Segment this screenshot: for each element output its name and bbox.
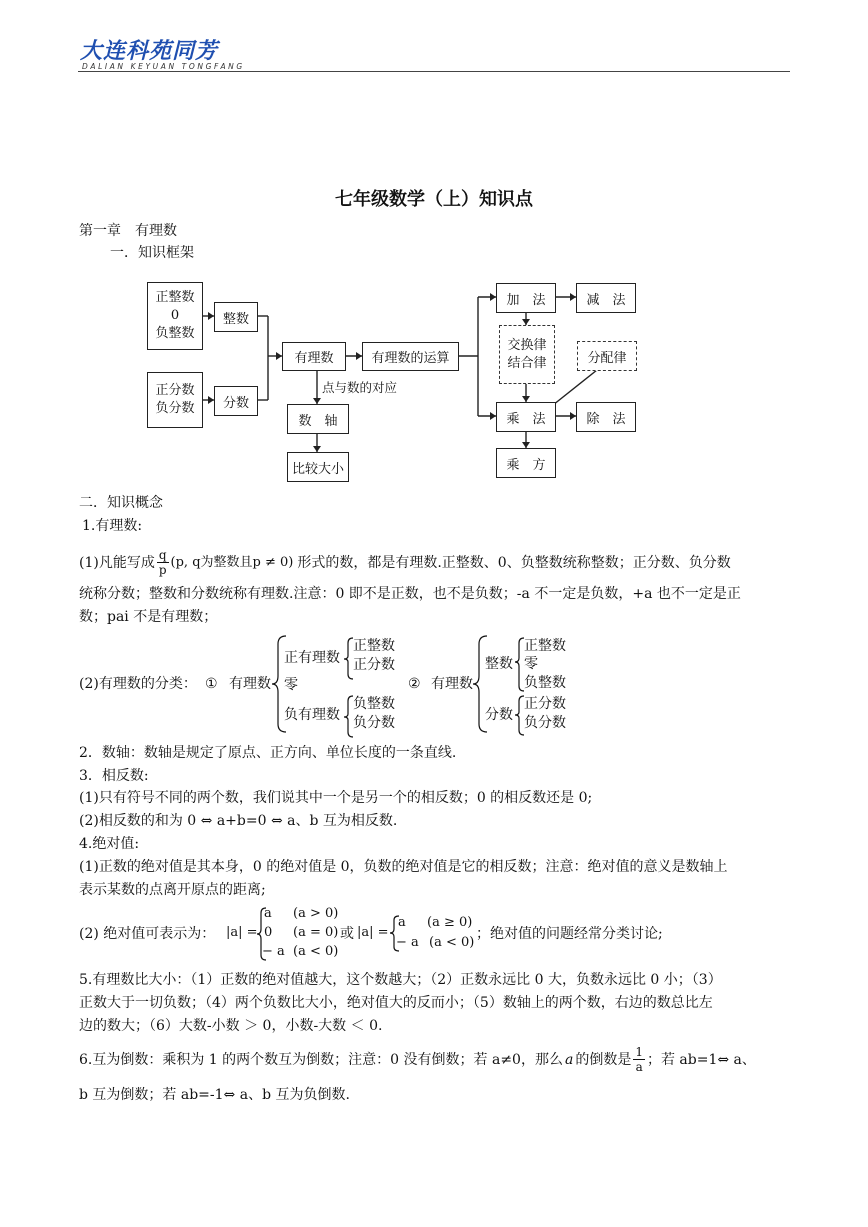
box-distributive: 分配律 xyxy=(577,341,637,371)
item1-p1-line3: 数；pai 不是有理数； xyxy=(79,609,218,625)
item1-p1-condition: (p, q为整数且p ≠ 0) xyxy=(170,554,294,570)
classification2-zero: 零 xyxy=(524,656,538,672)
item1-p1-line2: 统称分数；整数和分数统称有理数.注意：0 即不是正数，也不是负数；-a 不一定是负数，+a 也不一定是正 xyxy=(79,586,741,602)
label-positive-fraction: 正分数 xyxy=(155,383,195,398)
box-multiplication: 乘 法 xyxy=(496,402,556,432)
label-point-number-correspondence: 点与数的对应 xyxy=(322,380,398,395)
classification-marker-1: ① xyxy=(205,676,218,692)
item4-p2-prefix: (2) 绝对值可表示为： xyxy=(79,926,216,942)
box-addition: 加 法 xyxy=(496,283,556,313)
classification-marker-2: ② xyxy=(408,676,421,692)
item2-number-line: 2．数轴：数轴是规定了原点、正方向、单位长度的一条直线. xyxy=(79,745,457,761)
item1-p1-prefix: (1)凡能写成 xyxy=(79,554,155,571)
box-fractions: 分数 xyxy=(214,386,258,416)
item4-p2-suffix: ；绝对值的问题经常分类讨论; xyxy=(476,926,663,942)
item6-line1 xyxy=(79,1045,756,1074)
label-negative-integer: 负整数 xyxy=(155,326,195,341)
diagram-connectors xyxy=(0,0,868,500)
fraction-q-over-p xyxy=(157,548,169,577)
item3-title: 3．相反数: xyxy=(79,768,149,784)
label-zero: 0 xyxy=(170,308,180,323)
fraction-numerator: 1 xyxy=(635,1045,643,1059)
item3-p1: (1)只有符号不同的两个数，我们说其中一个是另一个的相反数；0 的相反数还是 0; xyxy=(79,790,593,806)
section-heading-framework: 一．知识框架 xyxy=(110,245,194,261)
label-positive-integer: 正整数 xyxy=(155,290,195,305)
item5-line3: 边的数大；（6）大数-小数 ＞ 0，小数-大数 ＜ 0. xyxy=(79,1018,383,1034)
label-negative-fraction: 负分数 xyxy=(155,401,195,416)
classification2-positive-integer: 正整数 xyxy=(524,638,566,654)
classification2-fraction: 分数 xyxy=(485,707,513,723)
abs2-case1-value: a xyxy=(398,915,406,930)
classification1-negative-integer: 负整数 xyxy=(353,696,395,712)
item4-title: 4.绝对值: xyxy=(79,836,140,852)
box-rational-operations: 有理数的运算 xyxy=(362,342,459,371)
classification1-positive-integer: 正整数 xyxy=(353,638,395,654)
logo-text: 大连科苑同芳 xyxy=(80,39,219,64)
classification2-integer: 整数 xyxy=(485,656,513,672)
logo-subtitle: DALIAN KEYUAN TONGFANG xyxy=(82,62,245,71)
classification1-zero: 零 xyxy=(284,677,298,693)
item1-p1-suffix: 形式的数，都是有理数.正整数、0、负整数统称整数；正分数、负分数 xyxy=(297,554,731,571)
box-power: 乘 方 xyxy=(496,448,556,478)
classification1-positive: 正有理数 xyxy=(284,650,340,666)
item1-p1-line1 xyxy=(79,548,731,577)
abs1-case1-cond: (a > 0) xyxy=(293,906,339,921)
item3-p2: (2)相反数的和为 0 ⇔ a+b=0 ⇔ a、b 互为相反数. xyxy=(79,813,398,829)
box-number-line: 数 轴 xyxy=(287,404,349,434)
box-commutative-associative xyxy=(499,325,555,384)
item5-line2: 正数大于一切负数；（4）两个负数比大小，绝对值大的反而小；（5）数轴上的两个数，右边的数总比左 xyxy=(79,995,713,1011)
box-integer-members xyxy=(147,282,203,350)
classification2-positive-fraction: 正分数 xyxy=(524,696,566,712)
classification1-negative-fraction: 负分数 xyxy=(353,715,395,731)
abs1-case1-value: a xyxy=(264,906,272,921)
item6-line2: b 互为倒数；若 ab=-1⇔ a、b 互为负倒数. xyxy=(79,1087,350,1103)
classification1-positive-fraction: 正分数 xyxy=(353,657,395,673)
fraction-1-over-a xyxy=(633,1045,645,1074)
box-fraction-members xyxy=(147,372,203,428)
fraction-numerator: q xyxy=(158,548,167,562)
item4-p1-line2: 表示某数的点离开原点的距离; xyxy=(79,882,266,898)
abs-or: 或 xyxy=(340,926,354,942)
abs2-case2-value: − a xyxy=(396,935,419,950)
fraction-denominator: p xyxy=(158,563,167,577)
classification2-negative-integer: 负整数 xyxy=(524,675,566,691)
label-associative: 结合律 xyxy=(507,355,547,371)
item6-suffix: ；若 ab=1⇔ a、 xyxy=(646,1051,756,1068)
box-division: 除 法 xyxy=(576,402,636,432)
abs2-case2-cond: (a < 0) xyxy=(429,935,475,950)
box-subtraction: 减 法 xyxy=(576,283,636,313)
classification1-negative: 负有理数 xyxy=(284,707,340,723)
abs2-case1-cond: (a ≥ 0) xyxy=(427,915,473,930)
classification2-root: 有理数 xyxy=(431,676,473,692)
box-compare-size: 比较大小 xyxy=(287,452,349,482)
item5-line1: 5.有理数比大小：（1）正数的绝对值越大，这个数越大；（2）正数永远比 0 大，负数永远比 0 小；（3） xyxy=(79,972,722,988)
abs1-case2-value: 0 xyxy=(264,925,273,940)
item6-middle: 的倒数是 xyxy=(575,1051,632,1068)
item6-variable-a: a xyxy=(564,1051,574,1068)
abs1-lhs: |a| = xyxy=(226,925,258,940)
item6-prefix: 6.互为倒数：乘积为 1 的两个数互为倒数；注意：0 没有倒数；若 a≠0，那么 xyxy=(79,1051,563,1068)
page-title: 七年级数学（上）知识点 xyxy=(335,189,533,210)
item4-p1-line1: (1)正数的绝对值是其本身，0 的绝对值是 0，负数的绝对值是它的相反数；注意：绝对值的意义是数轴上 xyxy=(79,859,728,875)
classification1-root: 有理数 xyxy=(229,676,271,692)
classification2-negative-fraction: 负分数 xyxy=(524,715,566,731)
section-heading-concepts: 二．知识概念 xyxy=(79,495,163,511)
abs1-case3-value: − a xyxy=(262,944,285,959)
box-rational-numbers: 有理数 xyxy=(282,342,346,371)
classification-label: (2)有理数的分类： xyxy=(79,676,197,692)
item1-title: 1.有理数: xyxy=(82,518,143,534)
abs2-lhs: |a| = xyxy=(357,925,389,940)
abs1-case2-cond: (a = 0) xyxy=(293,925,339,940)
label-commutative: 交换律 xyxy=(507,337,547,353)
abs1-case3-cond: (a < 0) xyxy=(293,944,339,959)
chapter-heading: 第一章 有理数 xyxy=(79,223,177,239)
fraction-denominator: a xyxy=(635,1060,643,1074)
box-integers: 整数 xyxy=(214,302,258,332)
